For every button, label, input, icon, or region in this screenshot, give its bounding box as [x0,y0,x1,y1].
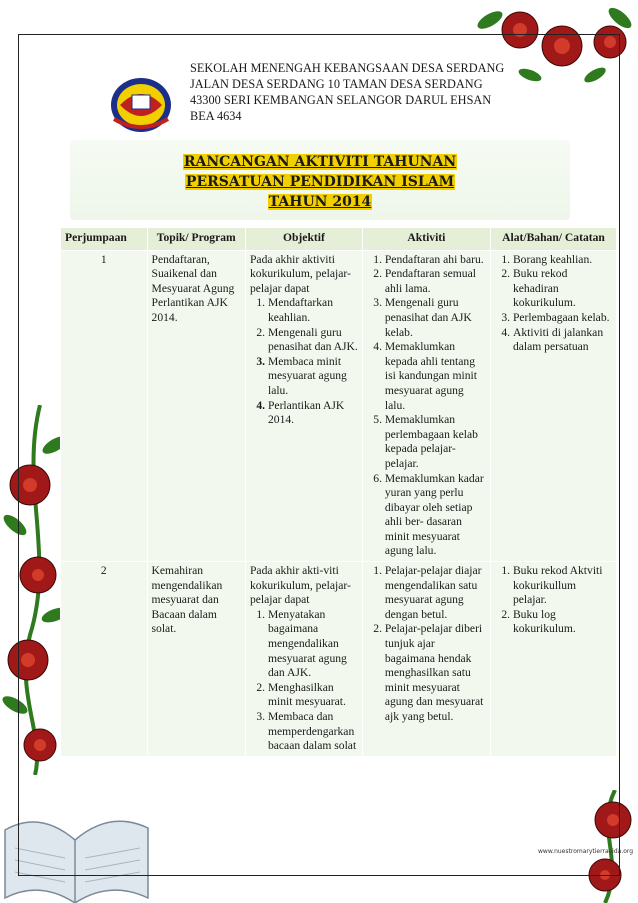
cell-perjumpaan: 1 [61,250,148,561]
list-item: 3. Membaca minit mesyuarat agung lalu. [268,355,358,399]
list-item: 4. Memaklumkan kepada ahli tentang isi kandungan minit mesyuarat agung lalu. [385,340,486,413]
school-address-line: JALAN DESA SERDANG 10 TAMAN DESA SERDANG [190,77,483,91]
cell-objektif [245,562,362,757]
cell-alat [490,250,616,561]
title-line-1: RANCANGAN AKTIVITI TAHUNAN [183,154,457,170]
cell-topik: Pendaftaran, Suaikenal dan Mesyuarat Agung Perlantikan AJK 2014. [147,250,245,561]
cell-aktiviti [362,250,490,561]
school-code: BEA 4634 [190,109,242,123]
list-item: 3. Perlembagaan kelab. [513,311,612,326]
school-postcode-line: 43300 SERI KEMBANGAN SELANGOR DARUL EHSAN [190,93,492,107]
aktiviti-list [367,253,486,559]
objektif-intro: Pada akhir aktiviti kokurikulum, pelajar-pelajar dapat [249,252,351,295]
list-item: 1. Borang keahlian. [513,253,612,268]
cell-objektif [245,250,362,561]
objektif-intro: Pada akhir akti-viti kokurikulum, pelajar-pelajar dapat [249,564,351,607]
list-item: 2. Mengenali guru penasihat dan AJK. [268,326,358,355]
list-item: 1. Mendaftarkan keahlian. [268,296,358,325]
list-item: 2. Pelajar-pelajar diberi tunjuk ajar bagaimana hendak menghasilkan satu minit mesyuarat agung dan mesyuarat ajk yang betul. [385,622,486,724]
school-name: SEKOLAH MENENGAH KEBANGSAAN DESA SERDANG [190,61,505,75]
document-title [150,152,490,212]
column-header-aktiviti: Aktiviti [362,228,490,251]
school-logo-icon [108,75,174,135]
title-line-3: TAHUN 2014 [268,194,372,210]
list-item: 3. Mengenali guru penasihat dan AJK kelab. [385,296,486,340]
list-item: 2. Menghasilkan minit mesyuarat. [268,681,358,710]
list-item: 4. Perlantikan AJK 2014. [268,399,358,428]
cell-perjumpaan: 2 [61,562,148,757]
title-line-2: PERSATUAN PENDIDIKAN ISLAM [185,174,455,190]
table-header-row [61,228,617,251]
list-item: 6. Memaklumkan kadar yuran yang perlu dibayar oleh setiap ahli ber- dasaran minit mesyuarat agung lalu. [385,472,486,560]
cell-aktiviti [362,562,490,757]
list-item: 3. Membaca dan memperdengarkan bacaan dalam solat [268,710,358,754]
column-header-objektif: Objektif [245,228,362,251]
alat-list [495,564,612,637]
cell-topik: Kemahiran mengendalikan mesyuarat dan Bacaan dalam solat. [147,562,245,757]
list-item: 1. Menyatakan bagaimana mengendalikan mesyuarat agung dan AJK. [268,608,358,681]
watermark: www.nuestromarytierravida.org [538,848,634,855]
school-address [190,60,504,124]
list-item: 5. Memaklumkan perlembagaan kelab kepada pelajar-pelajar. [385,413,486,471]
column-header-alat: Alat/Bahan/ Catatan [490,228,616,251]
list-item: 1. Pelajar-pelajar diajar mengendalikan satu mesyuarat agung dengan betul. [385,564,486,622]
list-item: 2. Buku log kokurikulum. [513,608,612,637]
list-item: 2. Buku rekod kehadiran kokurikulum. [513,267,612,311]
objektif-list [250,608,358,754]
alat-list [495,253,612,355]
cell-alat [490,562,616,757]
table-row [61,250,617,561]
list-item: 1. Pendaftaran ahi baru. [385,253,486,268]
list-item: 4. Aktiviti di jalankan dalam persatuan [513,326,612,355]
aktiviti-list [367,564,486,725]
column-header-perjumpaan: Perjumpaan [61,228,148,251]
activity-plan-table [60,227,617,757]
column-header-topik: Topik/ Program [147,228,245,251]
table-row [61,562,617,757]
objektif-list [250,296,358,427]
list-item: 2. Pendaftaran semual ahli lama. [385,267,486,296]
list-item: 1. Buku rekod Aktviti kokurikullum pelajar. [513,564,612,608]
